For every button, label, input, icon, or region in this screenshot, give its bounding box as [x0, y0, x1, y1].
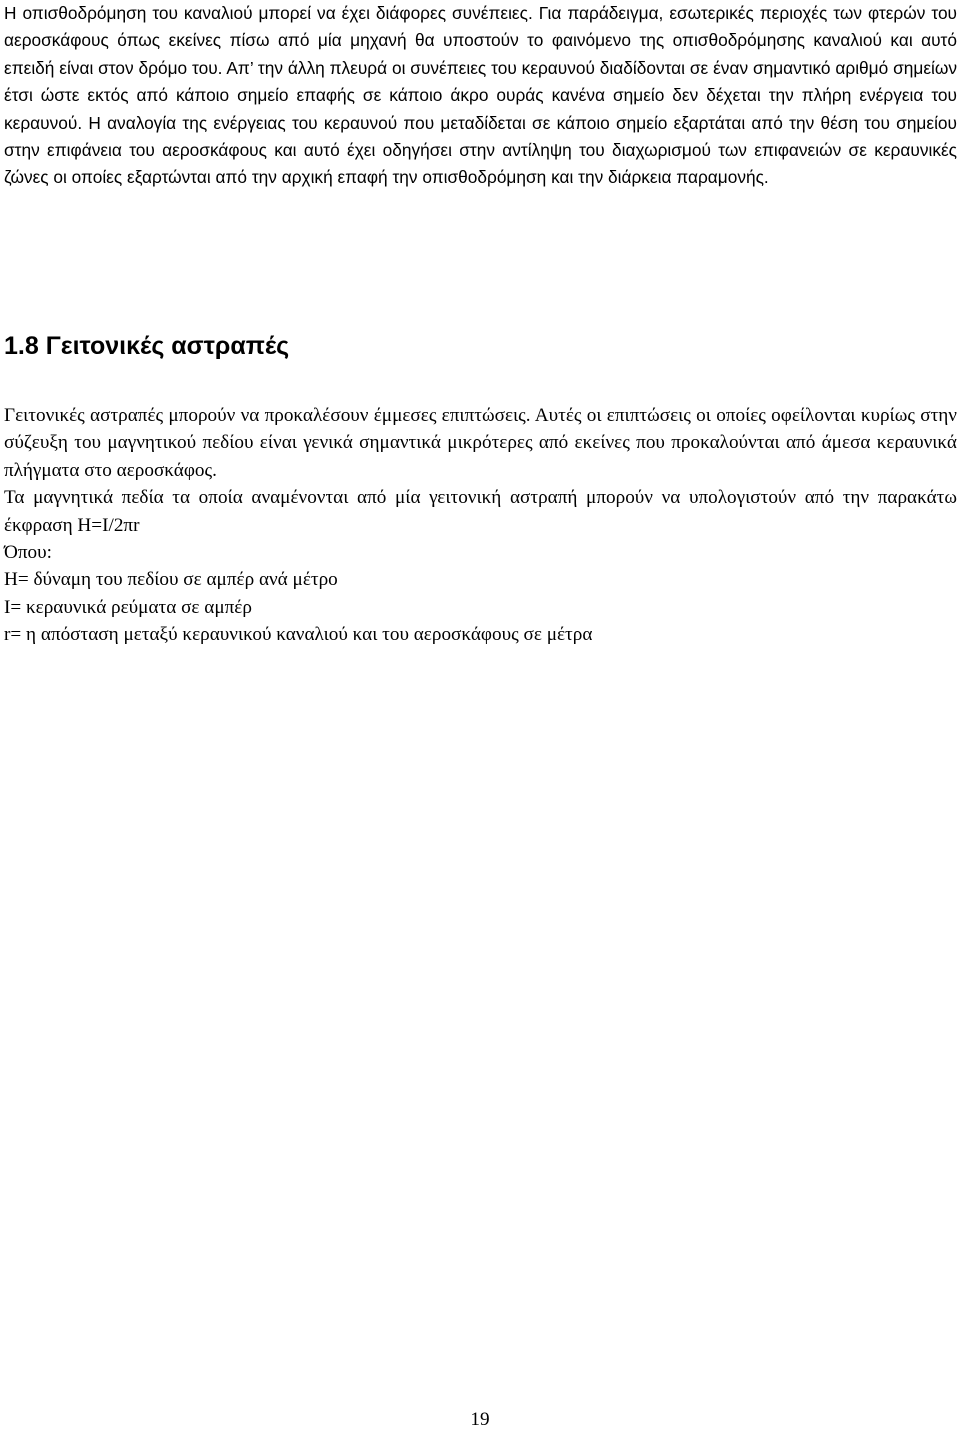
intro-paragraph	[4, 0, 957, 192]
intro-sentence-1: Η οπισθοδρόμηση του καναλιού μπορεί να έχει διάφορες συνέπειες.	[4, 3, 533, 23]
definition-i: I= κεραυνικά ρεύματα σε αμπέρ	[4, 596, 252, 618]
section-heading: 1.8 Γειτονικές αστραπές	[4, 332, 290, 360]
definition-h: H= δύναμη του πεδίου σε αμπέρ ανά μέτρο	[4, 569, 338, 591]
page-number: 19	[470, 1409, 490, 1430]
intro-sentence-2: Για παράδειγμα, εσωτερικές περιοχές των φτερών του αεροσκάφους όπως εκείνες πίσω από μία μηχανή θα υποστούν το φαινόμενο της οπισθοδρόμησης καναλιού και αυτό επειδή είναι στον δρόμο του.	[4, 3, 957, 78]
section-body	[4, 402, 957, 649]
section-paragraph-1: Γειτονικές αστραπές μπορούν να προκαλέσουν έμμεσες επιπτώσεις. Αυτές οι επιπτώσεις οι οποίες οφείλονται κυρίως στην σύζευξη του μαγνητικού πεδίου είναι γενικά σημαντικά μικρότερες από εκείνες που προκαλούνται από άμεσα κεραυνικά πλήγματα στο αεροσκάφος.	[4, 405, 957, 481]
definition-r: r= η απόσταση μεταξύ κεραυνικού καναλιού και του αεροσκάφους σε μέτρα	[4, 624, 593, 646]
intro-sentence-4: Η αναλογία της ενέργειας του κεραυνού που μεταδίδεται σε κάποιο σημείο εξαρτάται από την θέση του σημείου στην επιφάνεια του αεροσκάφους και αυτό έχει οδηγήσει στην αντίληψη του διαχωρισμού των επιφανειών σε κεραυνικές ζώνες οι οποίες εξαρτώνται από την αρχική επαφή την οπισθοδρόμηση και την διάρκεια παραμονής.	[4, 112, 957, 188]
where-label: Όπου:	[4, 542, 52, 564]
intro-sentence-3: Απ’ την άλλη πλευρά οι συνέπειες του κεραυνού διαδίδονται σε έναν σημαντικό αριθμό σημείων έτσι ώστε εκτός από κάποιο σημείο επαφής σε κάποιο άκρο ουράς κανένα σημείο δεν δέχεται την πλήρη ενέργεια του κεραυνού.	[4, 57, 957, 133]
section-paragraph-2: Τα μαγνητικά πεδία τα οποία αναμένονται από μία γειτονική αστραπή μπορούν να υπολογιστούν από την παρακάτω έκφραση H=I/2πr	[4, 487, 957, 536]
